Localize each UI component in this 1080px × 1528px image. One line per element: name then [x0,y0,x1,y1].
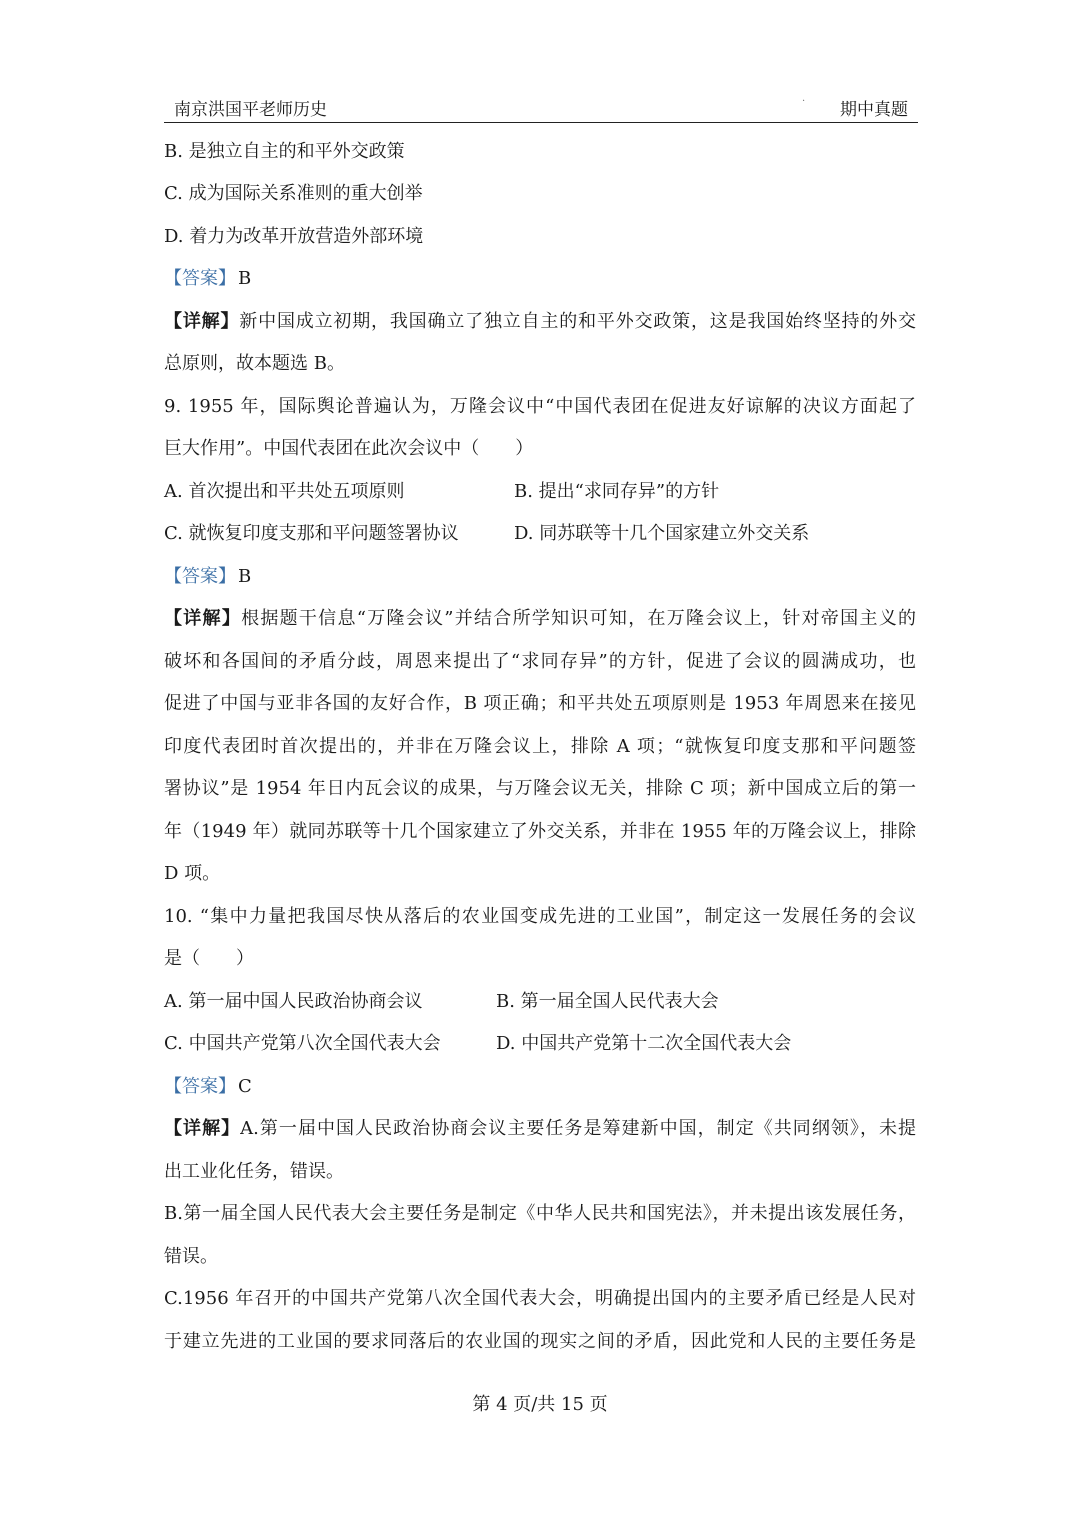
answer-value: C [238,1076,252,1097]
q9-stem-line-1: 9. 1955 年，国际舆论普遍认为，万隆会议中“中国代表团在促进友好谅解的决议方面起了 [164,396,916,417]
page-header [164,98,918,123]
answer-label: 答案 [182,1076,218,1097]
answer-bracket-close: 】 [218,268,236,289]
q9-detail-line-3: 促进了中国与亚非各国的友好合作，B 项正确；和平共处五项原则是 1953 年周恩来在接见 [164,693,916,714]
answer-value: B [238,268,252,289]
q9-answer [164,565,251,589]
q10-options-row-1 [164,990,916,1014]
answer-bracket-open: 【 [164,268,182,289]
detail-label: 【详解】 [164,608,242,629]
q9-detail-line-4: 印度代表团时首次提出的，并非在万隆会议上，排除 A 项；“就恢复印度支那和平问题签 [164,736,916,757]
q8-option-d: D. 着力为改革开放营造外部环境 [164,226,424,247]
q9-option-c: C. 就恢复印度支那和平问题签署协议 [164,523,459,544]
q10-detail-line-6: 于建立先进的工业国的要求同落后的农业国的现实之间的矛盾，因此党和人民的主要任务是 [164,1331,916,1352]
q9-detail-line-1 [164,607,916,631]
page-footer: 第 4 页/共 15 页 [472,1394,608,1415]
q9-detail-line-6: 年（1949 年）就同苏联等十几个国家建立了外交关系，并非在 1955 年的万隆会议上，排除 [164,821,916,842]
q8-answer [164,267,251,291]
q10-detail-line-5: C.1956 年召开的中国共产党第八次全国代表大会，明确提出国内的主要矛盾已经是人民对 [164,1288,916,1309]
q9-stem-line-2: 巨大作用”。中国代表团在此次会议中（ ） [164,438,534,459]
q9-option-d: D. 同苏联等十几个国家建立外交关系 [514,523,810,544]
answer-label: 答案 [182,566,218,587]
q9-detail-line-7: D 项。 [164,863,221,884]
q8-detail-line-2: 总原则，故本题选 B。 [164,353,345,374]
q10-detail-line-2: 出工业化任务，错误。 [164,1161,344,1182]
detail-text: 新中国成立初期，我国确立了独立自主的和平外交政策，这是我国始终坚持的外交 [239,311,917,332]
q9-option-a: A. 首次提出和平共处五项原则 [164,481,405,502]
q9-detail-line-2: 破坏和各国间的矛盾分歧，周恩来提出了“求同存异”的方针，促进了会议的圆满成功，也 [164,651,916,672]
q10-detail-line-1 [164,1117,916,1141]
q10-option-a: A. 第一届中国人民政治协商会议 [164,991,423,1012]
detail-text: A.第一届中国人民政治协商会议主要任务是筹建新中国，制定《共同纲领》，未提 [240,1118,917,1139]
q10-stem-line-1: 10. “集中力量把我国尽快从落后的农业国变成先进的工业国”，制定这一发展任务的会议 [164,906,916,927]
q10-option-b: B. 第一届全国人民代表大会 [496,991,719,1012]
detail-text: 根据题干信息“万隆会议”并结合所学知识可知，在万隆会议上，针对帝国主义的 [241,608,917,629]
q9-options-row-1 [164,480,916,504]
header-title: 期中真题 [840,100,908,120]
q10-answer [164,1075,252,1099]
q10-detail-line-4: 错误。 [164,1246,218,1267]
answer-value: B [238,566,252,587]
q8-option-c: C. 成为国际关系准则的重大创举 [164,183,423,204]
header-source: 南京洪国平老师历史 [174,100,327,120]
q10-options-row-2 [164,1032,916,1056]
q9-options-row-2 [164,522,916,546]
detail-label: 【详解】 [164,311,240,332]
q8-option-b: B. 是独立自主的和平外交政策 [164,141,405,162]
q8-detail-line-1 [164,310,916,334]
answer-bracket-close: 】 [218,1076,236,1097]
q9-detail-line-5: 署协议”是 1954 年日内瓦会议的成果，与万隆会议无关，排除 C 项；新中国成立后的第一 [164,778,916,799]
header-dot: · [802,96,806,107]
q10-option-c: C. 中国共产党第八次全国代表大会 [164,1033,441,1054]
q10-stem-line-2: 是（ ） [164,948,254,969]
answer-label: 答案 [182,268,218,289]
answer-bracket-open: 【 [164,566,182,587]
answer-bracket-open: 【 [164,1076,182,1097]
q10-option-d: D. 中国共产党第十二次全国代表大会 [496,1033,792,1054]
q9-option-b: B. 提出“求同存异”的方针 [514,481,720,502]
answer-bracket-close: 】 [218,566,236,587]
detail-label: 【详解】 [164,1118,241,1139]
q10-detail-line-3: B.第一届全国人民代表大会主要任务是制定《中华人民共和国宪法》，并未提出该发展任务， [164,1203,916,1224]
